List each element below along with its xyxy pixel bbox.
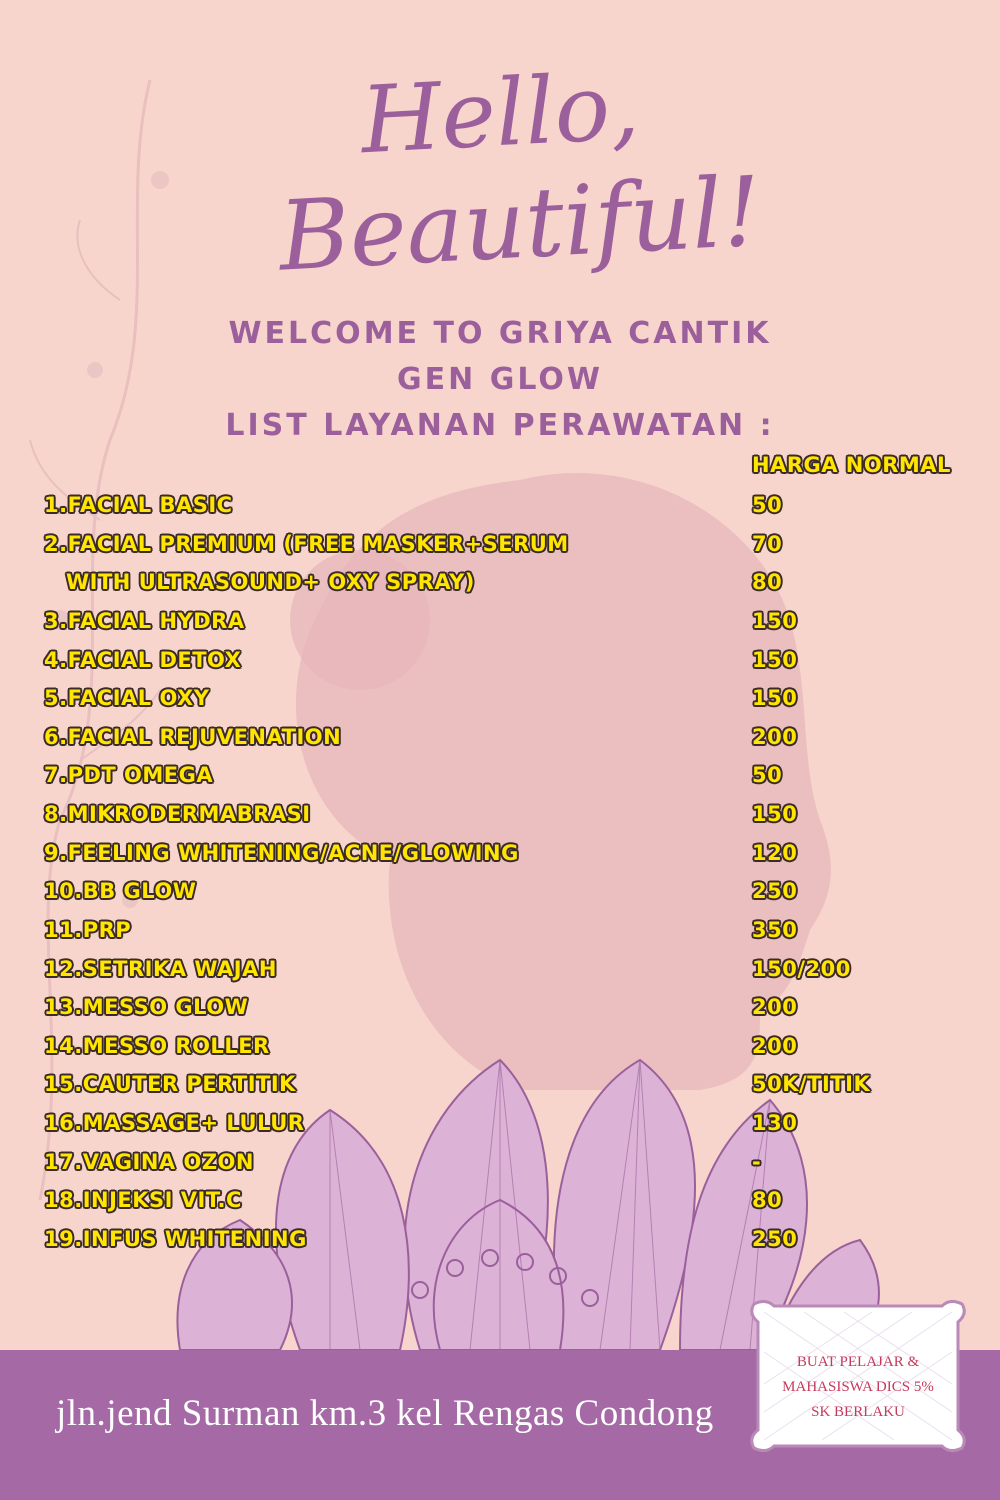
service-price: 250 [752, 1227, 798, 1251]
service-price: 80 [752, 1188, 783, 1212]
service-price: 150 [752, 609, 798, 633]
service-price: - [752, 1150, 762, 1174]
service-price: 150 [752, 802, 798, 826]
service-price: 250 [752, 879, 798, 903]
service-price: 200 [752, 725, 798, 749]
service-price: 50 [752, 493, 783, 517]
price-column-header: HARGA NORMAL [752, 453, 951, 477]
welcome-line-1: WELCOME TO GRIYA CANTIK [228, 316, 772, 351]
service-name: 8.MIKRODERMABRASI [44, 802, 311, 826]
welcome-line-2: GEN GLOW [397, 362, 603, 397]
service-price: 150 [752, 686, 798, 710]
title-line-2: Beautiful! [276, 155, 764, 293]
service-price: 150/200 [752, 957, 851, 981]
service-price: 200 [752, 1034, 798, 1058]
badge-line-2: MAHASISWA DICS 5% [782, 1379, 934, 1395]
service-name: 10.BB GLOW [44, 879, 197, 903]
service-name: 15.CAUTER PERTITIK [44, 1072, 296, 1096]
service-name: WITH ULTRASOUND+ OXY SPRAY) [66, 570, 475, 594]
service-price: 200 [752, 995, 798, 1019]
service-price: 350 [752, 918, 798, 942]
service-name: 12.SETRIKA WAJAH [44, 957, 277, 981]
service-price: 130 [752, 1111, 798, 1135]
service-name: 7.PDT OMEGA [44, 763, 214, 787]
service-name: 4.FACIAL DETOX [44, 648, 242, 672]
service-name: 9.FEELING WHITENING/ACNE/GLOWING [44, 841, 519, 865]
service-name: 19.INFUS WHITENING [44, 1227, 307, 1251]
welcome-line-3: LIST LAYANAN PERAWATAN : [225, 408, 775, 443]
service-name: 6.FACIAL REJUVENATION [44, 725, 342, 749]
discount-badge-text [744, 1350, 972, 1425]
address-text: jln.jend Surman km.3 kel Rengas Condong [56, 1393, 714, 1434]
service-price: 150 [752, 648, 798, 672]
service-name: 14.MESSO ROLLER [44, 1034, 270, 1058]
service-name: 2.FACIAL PREMIUM (FREE MASKER+SERUM [44, 532, 569, 556]
service-name: 16.MASSAGE+ LULUR [44, 1111, 305, 1135]
service-price: 50 [752, 763, 783, 787]
service-price: 120 [752, 841, 798, 865]
service-price: 80 [752, 570, 783, 594]
service-name: 5.FACIAL OXY [44, 686, 210, 710]
badge-line-3: SK BERLAKU [811, 1404, 905, 1420]
service-price: 70 [752, 532, 783, 556]
service-name: 13.MESSO GLOW [44, 995, 249, 1019]
service-name: 17.VAGINA OZON [44, 1150, 254, 1174]
service-name: 11.PRP [44, 918, 132, 942]
badge-line-1: BUAT PELAJAR & [796, 1354, 920, 1370]
service-name: 18.INJEKSI VIT.C [44, 1188, 242, 1212]
title-line-1: Hello, [358, 52, 642, 175]
service-price: 50K/TITIK [752, 1072, 871, 1096]
service-name: 3.FACIAL HYDRA [44, 609, 245, 633]
service-name: 1.FACIAL BASIC [44, 493, 233, 517]
